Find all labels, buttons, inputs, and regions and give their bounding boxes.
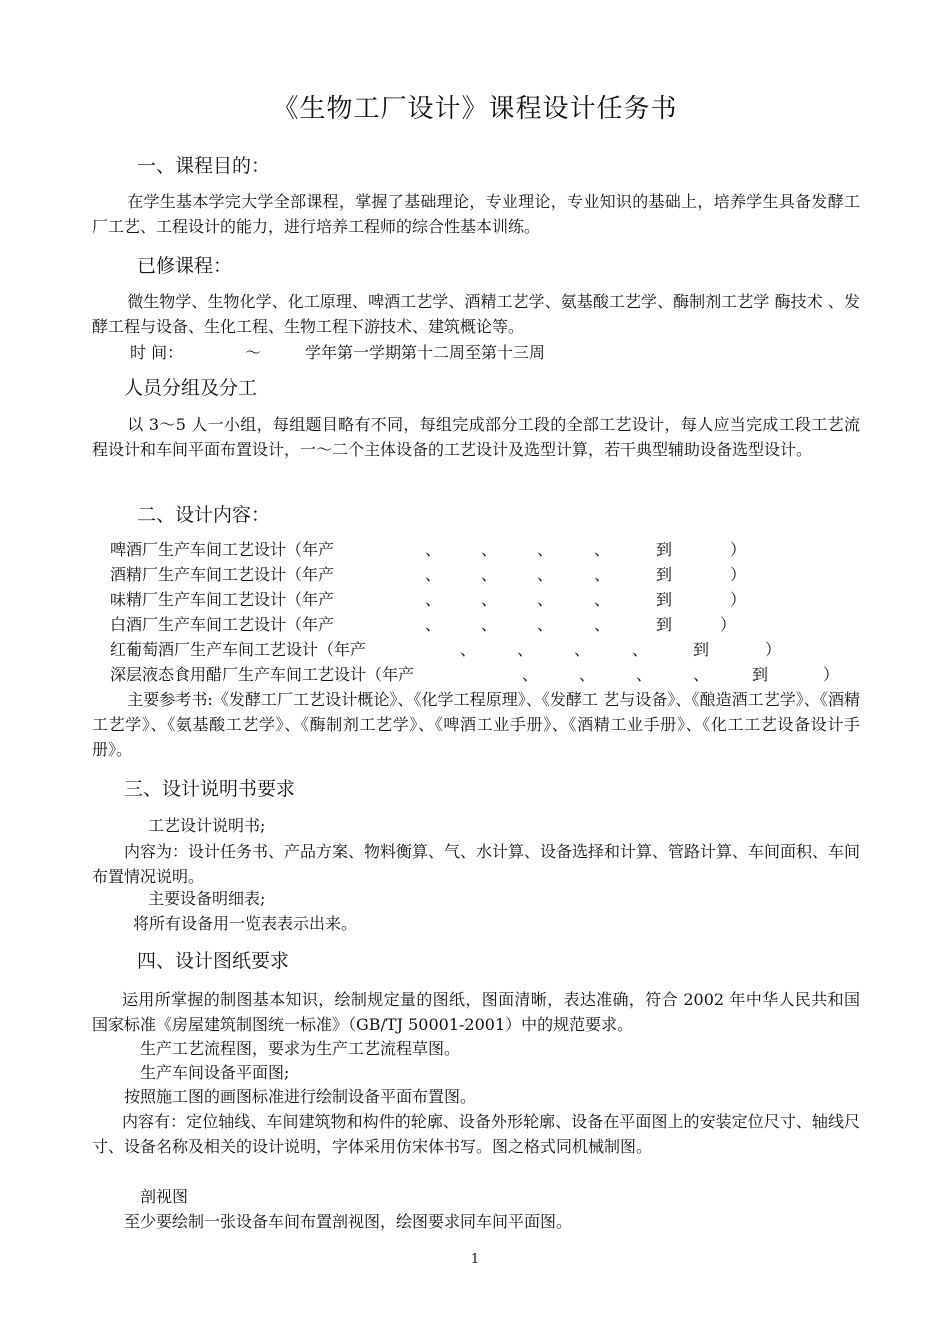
design-item-separator: 、 bbox=[425, 565, 442, 584]
design-item-to: 到 bbox=[752, 665, 769, 684]
design-item-close: ） bbox=[765, 640, 782, 659]
design-item-to: 到 bbox=[656, 615, 673, 634]
design-item-to: 到 bbox=[656, 565, 673, 584]
design-item-separator: 、 bbox=[537, 590, 554, 609]
groups-body: 以 3～5 人一小组，每组题目略有不同，每组完成部分工段的全部工艺设计，每人应当完成工段工艺流程设计和车间平面布置设计，一～二个主体设备的工艺设计及选型计算，若干典型辅助设备选型设计。 bbox=[92, 415, 860, 459]
floor-plan-label: 生产车间设备平面图; bbox=[140, 1063, 290, 1082]
courses-body: 微生物学、生物化学、化工原理、啤酒工艺学、酒精工艺学、氨基酸工艺学、酶制剂工艺学 酶技术 、发酵工程与设备、生化工程、生物工程下游技术、建筑概论等。 bbox=[92, 292, 860, 336]
design-item-separator: 、 bbox=[425, 540, 442, 559]
section-view-note: 至少要绘制一张设备车间布置剖视图，绘图要求同车间平面图。 bbox=[124, 1212, 573, 1231]
groups-heading: 人员分组及分工 bbox=[124, 377, 258, 399]
design-item-separator: 、 bbox=[693, 665, 710, 684]
design-item-close: ） bbox=[720, 615, 737, 634]
design-item-separator: 、 bbox=[460, 640, 477, 659]
design-item-label: 深层液态食用醋厂生产车间工艺设计（年产 bbox=[110, 665, 415, 684]
section-4-heading: 四、设计图纸要求 bbox=[137, 950, 290, 972]
design-item-separator: 、 bbox=[517, 640, 534, 659]
design-item-close: ） bbox=[823, 665, 840, 684]
design-item-separator: 、 bbox=[481, 590, 498, 609]
design-item-separator: 、 bbox=[522, 665, 539, 684]
design-item-separator: 、 bbox=[425, 615, 442, 634]
design-item-separator: 、 bbox=[481, 615, 498, 634]
design-item-separator: 、 bbox=[594, 615, 611, 634]
design-item-separator: 、 bbox=[537, 615, 554, 634]
design-item-label: 红葡萄酒厂生产车间工艺设计（年产 bbox=[110, 640, 367, 659]
design-item-separator: 、 bbox=[537, 540, 554, 559]
design-item-separator: 、 bbox=[574, 640, 591, 659]
design-item-label: 白酒厂生产车间工艺设计（年产 bbox=[110, 615, 335, 634]
design-item-close: ） bbox=[730, 540, 747, 559]
page-number: 1 bbox=[470, 1252, 480, 1267]
design-item-to: 到 bbox=[656, 540, 673, 559]
design-item-separator: 、 bbox=[594, 540, 611, 559]
design-item-separator: 、 bbox=[481, 540, 498, 559]
time-label: 时 间： bbox=[130, 343, 184, 362]
design-item-label: 味精厂生产车间工艺设计（年产 bbox=[110, 590, 335, 609]
design-item-close: ） bbox=[730, 565, 747, 584]
section-3-heading: 三、设计说明书要求 bbox=[124, 778, 296, 800]
flow-chart-label: 生产工艺流程图，要求为生产工艺流程草图。 bbox=[140, 1039, 461, 1058]
section-2-heading: 二、设计内容： bbox=[137, 504, 271, 526]
drawing-requirements: 运用所掌握的制图基本知识，绘制规定量的图纸，图面清晰，表达准确，符合 2002 年中华人民共和国国家标准《房屋建筑制图统一标准》（GB/TJ 50001-2001）中的规范要求。 bbox=[92, 990, 860, 1034]
design-item-separator: 、 bbox=[537, 565, 554, 584]
equipment-list-note: 将所有设备用一览表表示出来。 bbox=[133, 914, 358, 933]
reference-books: 主要参考书:《发酵工厂工艺设计概论》、《化学工程原理》、《发酵工 艺与设备》、《酿造酒工艺学》、《酒精工艺学》、《氨基酸工艺学》、《酶制剂工艺学》、《啤酒工业手册》、《酒精工业手册》、《化工工艺设备设计手册》。 bbox=[92, 690, 860, 759]
design-item-to: 到 bbox=[693, 640, 710, 659]
design-item-label: 酒精厂生产车间工艺设计（年产 bbox=[110, 565, 335, 584]
process-manual-label: 工艺设计说明书; bbox=[148, 816, 266, 835]
equipment-list-label: 主要设备明细表; bbox=[148, 889, 266, 908]
design-item-to: 到 bbox=[656, 590, 673, 609]
design-item-separator: 、 bbox=[594, 565, 611, 584]
design-item-separator: 、 bbox=[636, 665, 653, 684]
floor-plan-note: 按照施工图的画图标准进行绘制设备平面布置图。 bbox=[124, 1087, 477, 1106]
design-item-close: ） bbox=[730, 590, 747, 609]
design-item-separator: 、 bbox=[579, 665, 596, 684]
design-item-label: 啤酒厂生产车间工艺设计（年产 bbox=[110, 540, 335, 559]
design-item-separator: 、 bbox=[594, 590, 611, 609]
time-text: 学年第一学期第十二周至第十三周 bbox=[305, 343, 546, 362]
section-view-label: 剖视图 bbox=[140, 1187, 189, 1206]
design-item-separator: 、 bbox=[481, 565, 498, 584]
document-title: 《生物工厂设计》课程设计任务书 bbox=[272, 94, 678, 124]
design-item-separator: 、 bbox=[425, 590, 442, 609]
courses-heading: 已修课程： bbox=[137, 255, 233, 277]
floor-plan-content: 内容有：定位轴线、车间建筑物和构件的轮廓、设备外形轮廓、设备在平面图上的安装定位尺寸、轴线尺寸、设备名称及相关的设计说明，字体采用仿宋体书写。图之格式同机械制图。 bbox=[92, 1112, 860, 1156]
design-item-separator: 、 bbox=[632, 640, 649, 659]
time-separator: ～ bbox=[245, 343, 262, 362]
section-1-body: 在学生基本学完大学全部课程，掌握了基础理论，专业理论，专业知识的基础上，培养学生具备发酵工厂工艺、工程设计的能力，进行培养工程师的综合性基本训练。 bbox=[92, 192, 860, 236]
section-1-heading: 一、课程目的： bbox=[137, 155, 271, 177]
manual-content: 内容为：设计任务书、产品方案、物料衡算、气、水计算、设备选择和计算、管路计算、车间面积、车间布置情况说明。 bbox=[92, 842, 861, 886]
